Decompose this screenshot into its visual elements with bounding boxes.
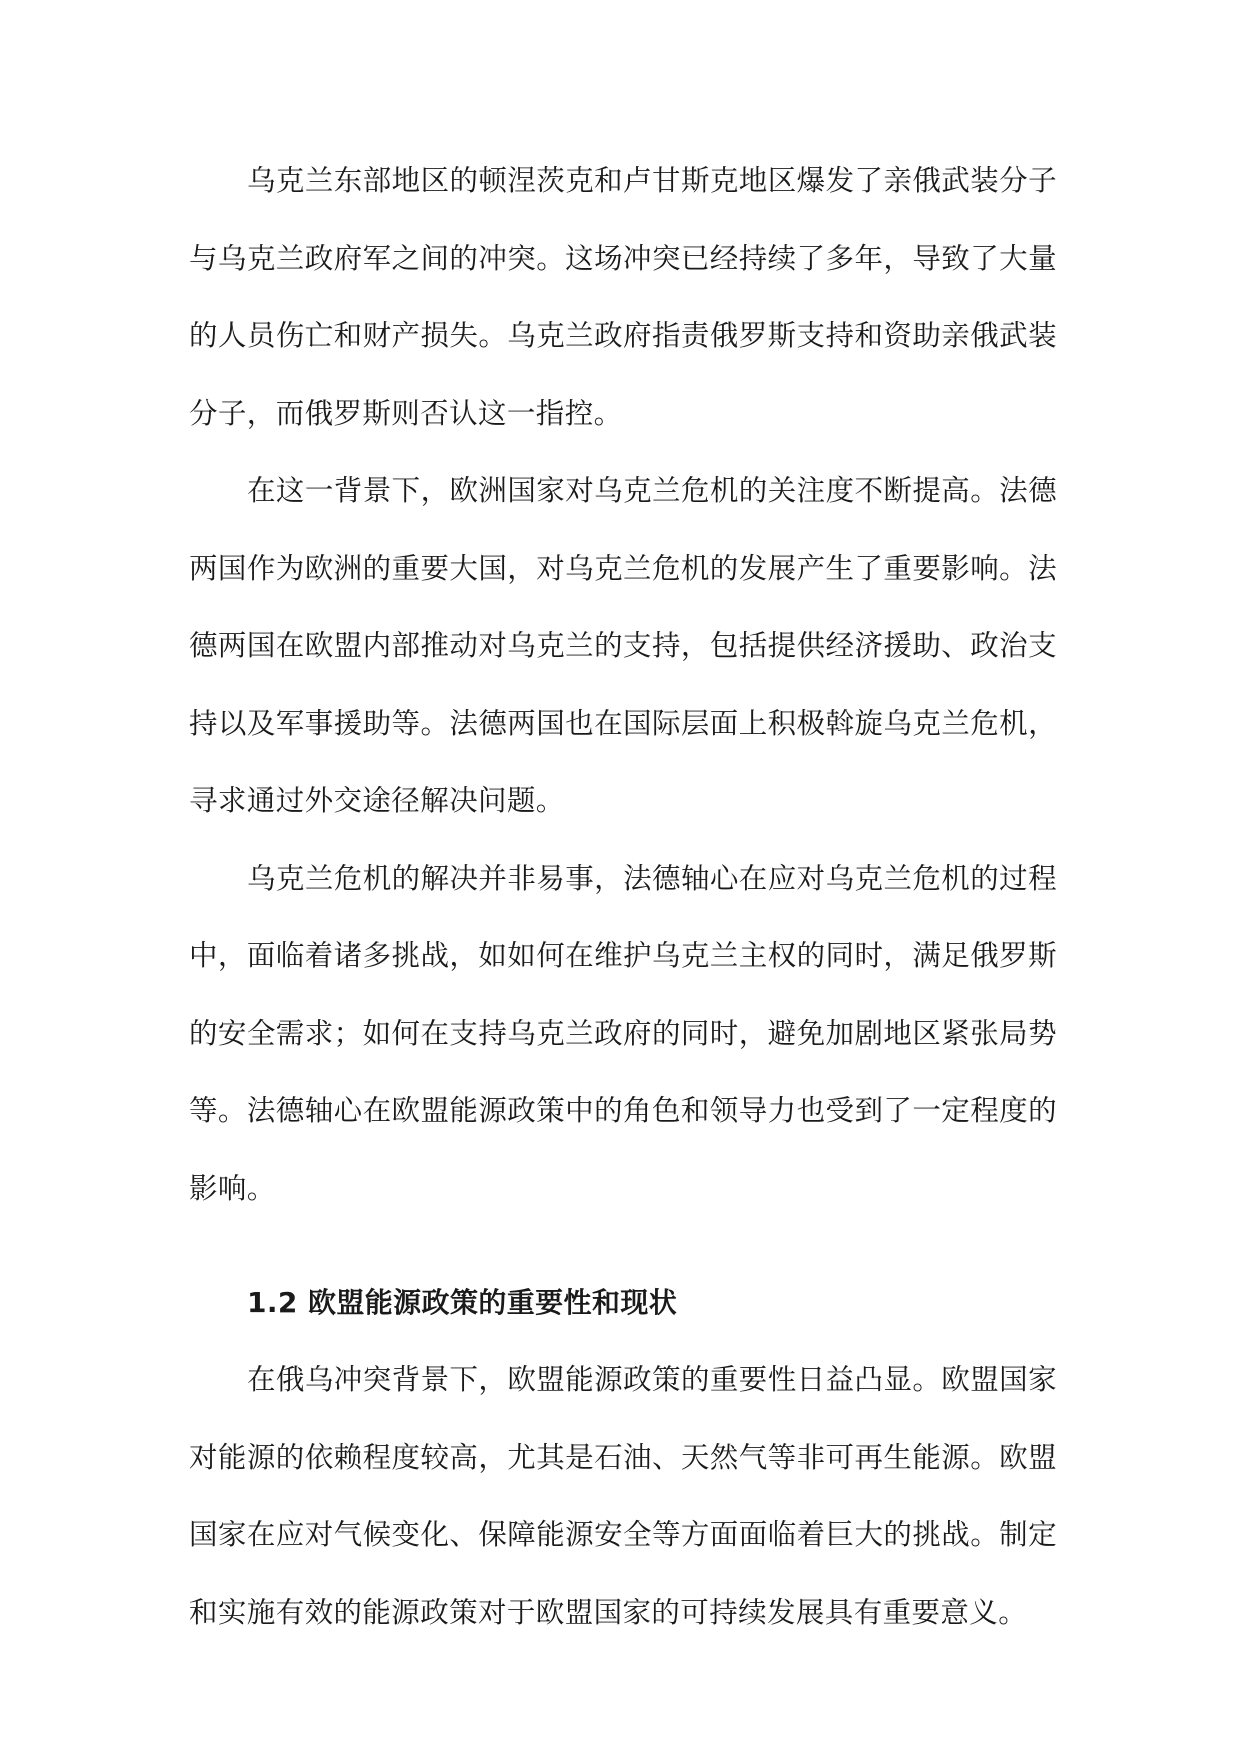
paragraph-franco-german-challenges: 乌克兰危机的解决并非易事，法德轴心在应对乌克兰危机的过程中，面临着诸多挑战，如如何在维护乌克兰主权的同时，满足俄罗斯的安全需求；如何在支持乌克兰政府的同时，避免加剧地区紧张局势等。法德轴心在欧盟能源政策中的角色和领导力也受到了一定程度的影响。 (189, 861, 1057, 1205)
section-heading: 1.2 欧盟能源政策的重要性和现状 (247, 1286, 678, 1319)
paragraph-eu-energy-policy: 在俄乌冲突背景下，欧盟能源政策的重要性日益凸显。欧盟国家对能源的依赖程度较高，尤其是石油、天然气等非可再生能源。欧盟国家在应对气候变化、保障能源安全等方面面临着巨大的挑战。制定和实施有效的能源政策对于欧盟国家的可持续发展具有重要意义。 (189, 1363, 1057, 1629)
paragraph-european-attention: 在这一背景下，欧洲国家对乌克兰危机的关注度不断提高。法德两国作为欧洲的重要大国，对乌克兰危机的发展产生了重要影响。法德两国在欧盟内部推动对乌克兰的支持，包括提供经济援助、政治支持以及军事援助等。法德两国也在国际层面上积极斡旋乌克兰危机，寻求通过外交途径解决问题。 (189, 474, 1057, 817)
paragraph-donbas-conflict: 乌克兰东部地区的顿涅茨克和卢甘斯克地区爆发了亲俄武装分子与乌克兰政府军之间的冲突。这场冲突已经持续了多年，导致了大量的人员伤亡和财产损失。乌克兰政府指责俄罗斯支持和资助亲俄武装分子，而俄罗斯则否认这一指控。 (189, 164, 1057, 430)
document-body (189, 142, 1057, 1651)
